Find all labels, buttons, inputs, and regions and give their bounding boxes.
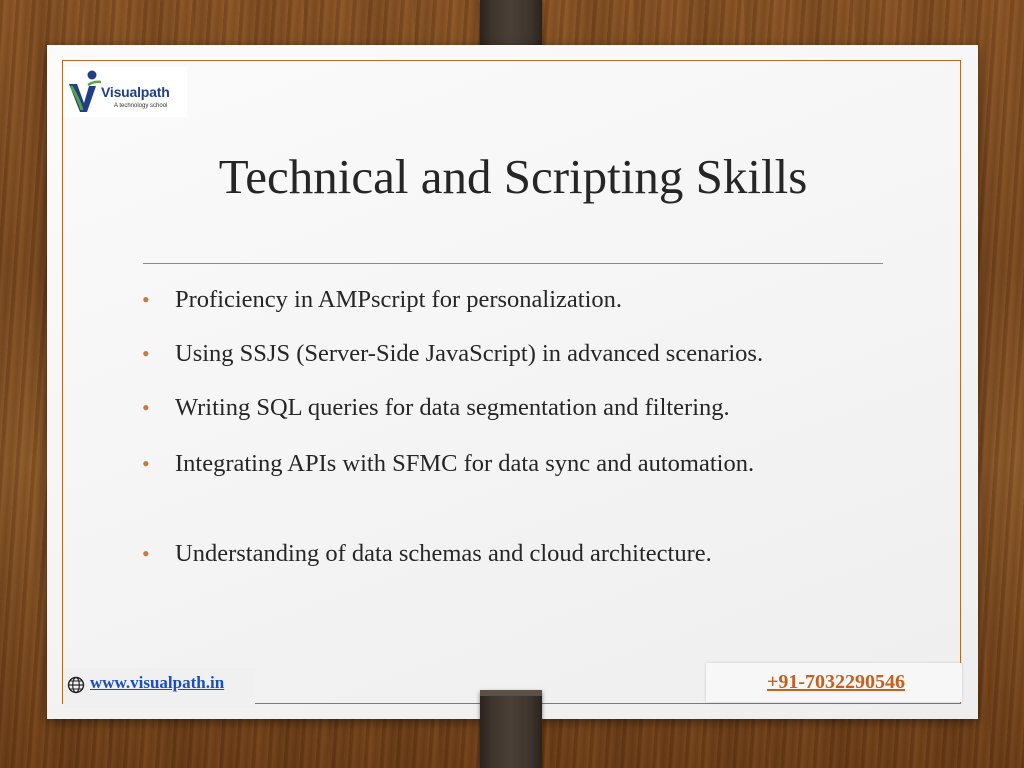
bullet-dot-icon: • [142,395,150,420]
visualpath-logo [63,67,187,117]
logo-name: Visualpath [101,84,170,100]
title-divider [143,263,883,264]
bullet-text: Proficiency in AMPscript for personalization. [175,286,623,313]
bullet-dot-icon: • [142,341,150,366]
bullet-dot-icon: • [142,541,150,566]
bullet-text: Using SSJS (Server-Side JavaScript) in advanced scenarios. [175,340,764,367]
bullet-item [138,282,622,318]
website-box [63,668,255,708]
bullet-text: Integrating APIs with SFMC for data sync and automation. [175,450,755,477]
logo-tagline: A technology school [114,103,168,109]
phone-box [706,663,962,702]
bullet-item [138,336,763,372]
bullet-text: Understanding of data schemas and cloud architecture. [175,540,712,567]
binder-strap-bottom [480,690,542,768]
phone-link[interactable]: +91-7032290546 [766,671,906,693]
slide-title: Technical and Scripting Skills [218,149,808,204]
bullet-dot-icon: • [142,287,150,312]
bullet-text: Writing SQL queries for data segmentation and filtering. [175,394,730,421]
bullet-item [138,390,730,426]
globe-icon [67,676,85,694]
bullet-dot-icon: • [142,451,150,476]
bullet-item [138,446,795,482]
website-link[interactable]: www.visualpath.in [90,673,225,692]
bullet-item [138,536,712,572]
visualpath-logo-icon [67,70,103,114]
